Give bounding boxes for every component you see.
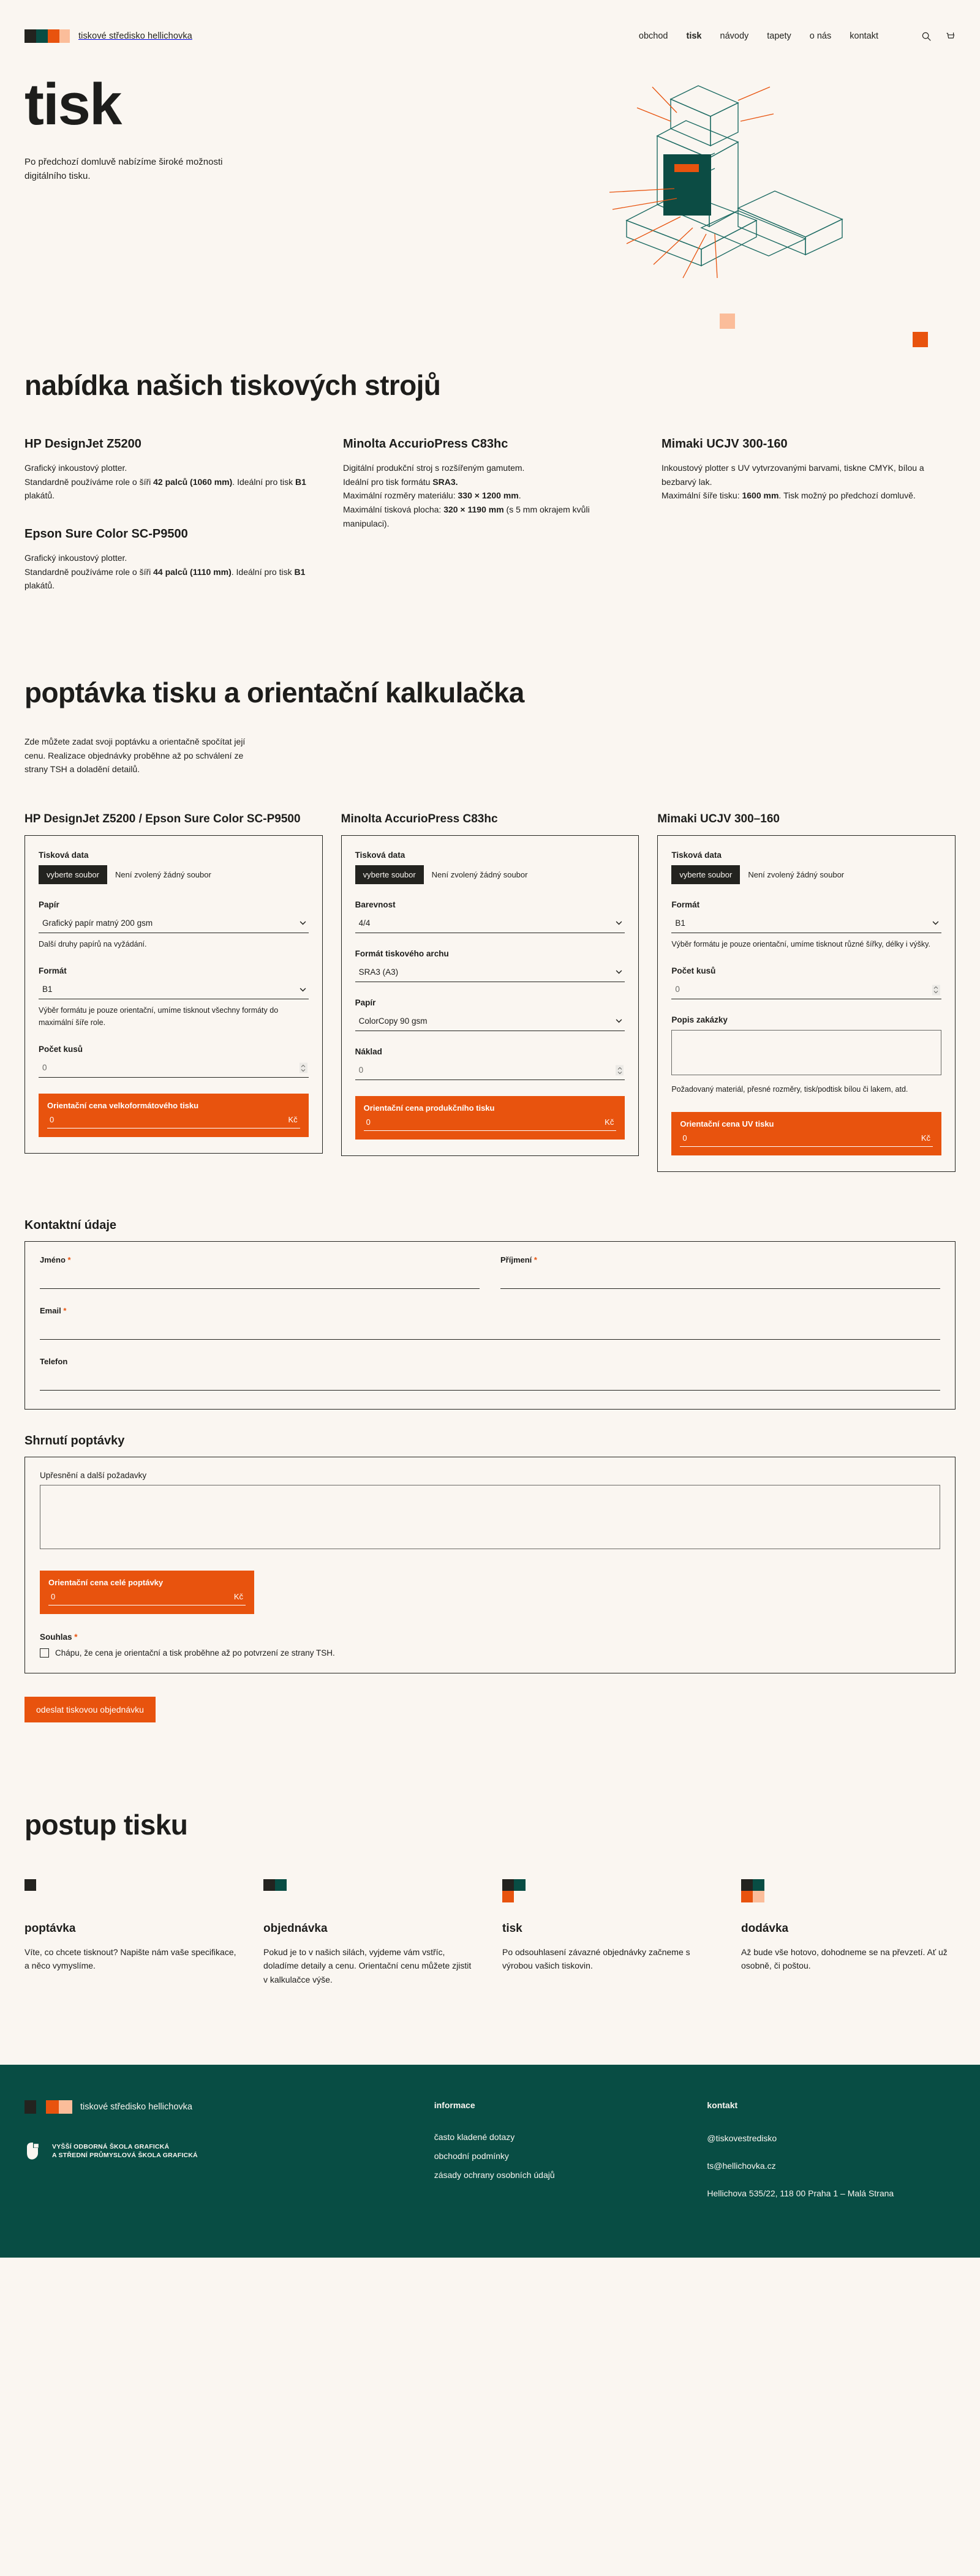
submit-order-button[interactable]: odeslat tiskovou objednávku — [24, 1697, 156, 1722]
calculator-card-title: Mimaki UCJV 300–160 — [657, 813, 780, 826]
step-tiles-icon — [741, 1879, 764, 1902]
machine-desc-bold2: B1 — [294, 566, 306, 577]
machine-desc-line4-bold: 320 × 1190 mm — [443, 505, 504, 515]
field-label: Papír — [355, 997, 376, 1007]
machine-name: Epson Sure Color SC-P9500 — [24, 527, 188, 541]
price-title: Orientační cena produkčního tisku — [363, 1103, 495, 1113]
format-select[interactable] — [671, 915, 941, 933]
quantity-value: 0 — [42, 1062, 47, 1072]
file-status-text: Není zvolený žádný soubor — [748, 869, 845, 879]
machines-column-middle — [343, 437, 637, 617]
required-marker: * — [533, 1255, 537, 1264]
machine-name: Minolta AccurioPress C83hc — [343, 437, 508, 451]
summary-title: Shrnutí poptávky — [24, 1433, 125, 1448]
field-label: Tisková data — [671, 850, 722, 860]
step-name: tisk — [502, 1922, 522, 1936]
list-item — [434, 2170, 683, 2180]
footer-address: Hellichova 535/22, 118 00 Praha 1 – Malá Strana — [707, 2188, 894, 2199]
site-footer — [0, 2065, 980, 2258]
choose-file-button[interactable]: vyberte soubor — [39, 865, 107, 884]
field-label: Tisková data — [39, 850, 89, 860]
machine-desc-line2-post: . Tisk možný po předchozí domluvě. — [778, 490, 916, 501]
school-line-1: VYŠŠÍ ODBORNÁ ŠKOLA GRAFICKÁ — [52, 2143, 170, 2151]
chevron-up-icon — [617, 1067, 622, 1070]
format-select[interactable] — [39, 981, 309, 999]
machine-desc-bold1: 44 palců (1110 mm) — [153, 566, 232, 577]
field-order-description — [671, 1015, 941, 1095]
brand-logo[interactable] — [24, 29, 192, 43]
machine-desc-post: plakátů. — [24, 490, 55, 501]
machine-name: Mimaki UCJV 300-160 — [662, 437, 788, 451]
field-last-name — [500, 1255, 940, 1289]
quantity-stepper[interactable] — [300, 1063, 307, 1073]
machine-desc-line1: Digitální produkční stroj s rozšířeným gamutem. — [343, 463, 525, 473]
machine-description — [24, 551, 318, 593]
process-section — [0, 1722, 980, 1986]
choose-file-button[interactable]: vyberte soubor — [671, 865, 740, 884]
field-label — [500, 1255, 940, 1264]
price-currency: Kč — [921, 1133, 930, 1143]
machines-title: nabídka našich tiskových strojů — [24, 369, 441, 401]
first-name-input[interactable] — [40, 1267, 480, 1289]
field-label — [40, 1255, 480, 1264]
order-description-textarea[interactable] — [671, 1030, 941, 1075]
school-name — [52, 2142, 198, 2160]
paper-selected-value: ColorCopy 90 gsm — [358, 1016, 428, 1026]
header-icons — [921, 31, 956, 42]
brand-mark-icon — [24, 2100, 72, 2114]
nav-item-obchod[interactable]: obchod — [638, 31, 668, 41]
calculator-section — [0, 617, 980, 1172]
chevron-up-icon — [301, 1064, 306, 1067]
chevron-down-icon — [932, 921, 939, 925]
chevron-down-icon — [616, 1019, 622, 1023]
contact-title: Kontaktní údaje — [24, 1218, 117, 1232]
footer-email[interactable]: ts@hellichovka.cz — [707, 2161, 776, 2171]
contact-panel — [24, 1241, 956, 1410]
machine-card — [662, 437, 956, 503]
footer-info-title: informace — [434, 2100, 475, 2111]
last-name-input[interactable] — [500, 1267, 940, 1289]
field-paper — [39, 900, 309, 950]
chevron-up-icon — [933, 986, 938, 989]
field-email — [40, 1306, 940, 1340]
chevron-down-icon — [616, 921, 622, 925]
field-label: Náklad — [355, 1046, 382, 1056]
price-box-largeformat — [39, 1094, 309, 1137]
machine-desc-line4-pre: Maximální tisková plocha: — [343, 505, 444, 515]
hero-subtitle: Po předchozí domluvě nabízíme široké možnosti digitálního tisku. — [24, 157, 223, 181]
footer-brand-name: tiskové středisko hellichovka — [80, 2102, 192, 2112]
machine-desc-line2-bold: SRA3. — [432, 476, 458, 487]
required-marker: * — [74, 1632, 78, 1642]
format-hint: Výběr formátu je pouze orientační, umíme tisknout všechny formáty do maximální šíře role. — [39, 1006, 279, 1027]
chevron-down-icon — [300, 921, 306, 925]
list-item — [434, 2132, 683, 2142]
price-box-total — [40, 1571, 254, 1614]
email-field[interactable] — [40, 1318, 940, 1340]
consent-label — [40, 1632, 940, 1642]
field-quantity — [671, 966, 941, 999]
machine-desc-post: plakátů. — [24, 580, 55, 591]
field-run — [355, 1047, 625, 1080]
order-description-hint: Požadovaný materiál, přesné rozměry, tisk/podtisk bílou či lakem, atd. — [671, 1085, 908, 1094]
nav-item-tisk[interactable]: tisk — [686, 31, 702, 41]
brand-mark-icon — [24, 29, 70, 43]
field-label: Telefon — [40, 1356, 68, 1366]
format-selected-value: B1 — [675, 918, 685, 928]
step-text: Víte, co chcete tisknout? Napište nám vaše specifikace, a něco vymyslíme. — [24, 1947, 236, 1971]
machine-desc-line3-post: . — [518, 490, 521, 501]
machines-column-left — [24, 437, 318, 617]
machine-desc-line1: Inkoustový plotter s UV vytvrzovanými barvami, tiskne CMYK, bílou a bezbarvý lak. — [662, 463, 924, 487]
machine-desc-pre: Standardně používáme role o šíři — [24, 476, 154, 487]
field-label-text: Příjmení — [500, 1255, 532, 1264]
decor-square-peach — [720, 314, 735, 329]
calculator-title: poptávka tisku a orientační kalkulačka — [24, 677, 524, 709]
quantity-input[interactable] — [671, 981, 941, 999]
field-paper — [355, 998, 625, 1031]
price-title: Orientační cena celé poptávky — [48, 1577, 164, 1587]
process-step — [263, 1879, 478, 1986]
machine-desc-line2-pre: Ideální pro tisk formátu — [343, 476, 433, 487]
field-format — [671, 900, 941, 950]
machine-description — [343, 461, 637, 530]
paper-select[interactable] — [39, 915, 309, 933]
notes-label: Upřesnění a další požadavky — [40, 1470, 147, 1480]
calculator-card-uv — [657, 812, 956, 1172]
footer-link-faq[interactable]: často kladené dotazy — [434, 2132, 515, 2142]
field-label: Počet kusů — [39, 1044, 83, 1054]
field-label: Popis zakázky — [671, 1015, 728, 1025]
process-step — [741, 1879, 956, 1986]
price-value: 0 — [50, 1114, 55, 1124]
field-colorfulness — [355, 900, 625, 933]
field-first-name — [40, 1255, 480, 1289]
footer-instagram[interactable]: @tiskovestredisko — [707, 2133, 777, 2144]
nav-item-kontakt[interactable]: kontakt — [850, 31, 878, 41]
footer-contact-title: kontakt — [707, 2100, 738, 2111]
footer-brand[interactable] — [24, 2100, 410, 2114]
calculator-card-largeformat — [24, 812, 323, 1154]
machine-desc-mid: . Ideální pro tisk — [232, 476, 296, 487]
machine-card — [24, 527, 318, 593]
process-title: postup tisku — [24, 1809, 188, 1841]
required-marker: * — [67, 1255, 71, 1264]
footer-info-links — [434, 2132, 683, 2180]
cart-icon[interactable] — [945, 31, 956, 42]
field-print-data — [671, 851, 941, 884]
step-text: Až bude vše hotovo, dohodneme se na převzetí. Ať už osobně, či poštou. — [741, 1947, 948, 1971]
step-text: Po odsouhlasení závazné objednávky začneme s výrobou vašich tiskovin. — [502, 1947, 690, 1971]
field-label-text: Jméno — [40, 1255, 66, 1264]
consent-text: Chápu, že cena je orientační a tisk proběhne až po potvrzení ze strany TSH. — [55, 1648, 335, 1658]
consent-label-text: Souhlas — [40, 1632, 72, 1642]
field-label: Barevnost — [355, 899, 396, 909]
machine-card — [343, 437, 637, 530]
run-input[interactable] — [355, 1062, 625, 1080]
consent-checkbox[interactable] — [40, 1648, 49, 1658]
chevron-down-icon — [300, 987, 306, 991]
machine-description — [662, 461, 956, 503]
quantity-stepper[interactable] — [932, 985, 940, 995]
field-label: Formát — [39, 966, 67, 976]
machine-desc-bold2: B1 — [295, 476, 306, 487]
machine-desc-line2-bold: 1600 mm — [742, 490, 779, 501]
school-line-2: A STŘEDNÍ PRŮMYSLOVÁ ŠKOLA GRAFICKÁ — [52, 2152, 198, 2160]
site-header — [0, 0, 980, 44]
quantity-input[interactable] — [39, 1059, 309, 1078]
colorfulness-select[interactable] — [355, 915, 625, 933]
file-status-text: Není zvolený žádný soubor — [431, 869, 528, 879]
contact-section — [0, 1172, 980, 1410]
footer-contact-column — [707, 2100, 956, 2215]
field-sheet-format — [355, 949, 625, 982]
process-step — [502, 1879, 717, 1986]
brand-name: tiskové středisko hellichovka — [78, 31, 192, 41]
machine-desc-mid: . Ideální pro tisk — [231, 566, 295, 577]
price-title: Orientační cena UV tisku — [680, 1119, 774, 1128]
step-name: poptávka — [24, 1922, 76, 1936]
footer-brand-column — [24, 2100, 410, 2215]
field-label — [40, 1306, 940, 1315]
run-value: 0 — [358, 1065, 364, 1075]
school-logo-icon — [24, 2141, 45, 2161]
field-label: Papír — [39, 899, 59, 909]
field-print-data — [39, 851, 309, 884]
machine-description — [24, 461, 318, 503]
price-currency: Kč — [605, 1117, 614, 1127]
calculator-card-title: HP DesignJet Z5200 / Epson Sure Color SC-P9500 — [24, 813, 301, 826]
step-text: Pokud je to v našich silách, vyjdeme vám vstříc, doladíme detaily a cenu. Orientační cenu můžete zjistit v kalkulačce výše. — [263, 1947, 472, 1985]
price-currency: Kč — [233, 1591, 243, 1601]
price-value: 0 — [51, 1591, 56, 1601]
process-step — [24, 1879, 239, 1986]
field-label: Formát — [671, 899, 700, 909]
format-selected-value: B1 — [42, 985, 53, 994]
decor-square-orange — [913, 332, 928, 347]
machine-desc-line1: Grafický inkoustový plotter. — [24, 553, 127, 563]
phone-field[interactable] — [40, 1369, 940, 1391]
price-value: 0 — [682, 1133, 687, 1143]
field-label-text: Email — [40, 1305, 61, 1315]
calculator-card-production — [341, 812, 639, 1156]
footer-info-column — [434, 2100, 683, 2215]
price-box-uv — [671, 1112, 941, 1155]
machine-desc-line2-pre: Maximální šíře tisku: — [662, 490, 742, 501]
machine-desc-line4-post: (s 5 mm okrajem kvůli manipulaci). — [343, 505, 590, 528]
step-tiles-icon — [502, 1879, 526, 1902]
hero-section — [0, 44, 980, 369]
price-title: Orientační cena velkoformátového tisku — [47, 1100, 199, 1110]
page-title: tisk — [24, 72, 121, 137]
sheet-format-select[interactable] — [355, 964, 625, 982]
machine-desc-line3-pre: Maximální rozměry materiálu: — [343, 490, 458, 501]
printer-illustration — [554, 62, 928, 320]
field-label: Formát tiskového archu — [355, 948, 449, 958]
calculator-card-title: Minolta AccurioPress C83hc — [341, 813, 498, 826]
step-tiles-icon — [263, 1879, 287, 1902]
paper-hint: Další druhy papírů na vyžádání. — [39, 939, 147, 948]
price-value: 0 — [366, 1117, 371, 1127]
chevron-down-icon — [617, 1071, 622, 1074]
machine-desc-line3-bold: 330 × 1200 mm — [458, 490, 519, 501]
paper-select[interactable] — [355, 1013, 625, 1031]
step-name: dodávka — [741, 1922, 789, 1936]
main-navigation — [639, 31, 878, 41]
chevron-down-icon — [933, 991, 938, 994]
machine-card — [24, 437, 318, 503]
machines-section — [0, 369, 980, 617]
field-format — [39, 966, 309, 1029]
footer-link-privacy[interactable]: zásady ochrany osobních údajů — [434, 2170, 555, 2180]
paper-selected-value: Grafický papír matný 200 gsm — [42, 918, 153, 928]
chevron-down-icon — [616, 970, 622, 974]
summary-section — [0, 1410, 980, 1723]
choose-file-button[interactable]: vyberte soubor — [355, 865, 424, 884]
quantity-value: 0 — [675, 985, 680, 994]
machine-name: HP DesignJet Z5200 — [24, 437, 141, 451]
footer-link-terms[interactable]: obchodní podmínky — [434, 2151, 509, 2161]
search-icon[interactable] — [921, 31, 932, 42]
colorfulness-selected-value: 4/4 — [358, 918, 371, 928]
price-currency: Kč — [288, 1114, 298, 1124]
required-marker: * — [63, 1305, 67, 1315]
school-logo-block — [24, 2141, 410, 2161]
field-print-data — [355, 851, 625, 884]
nav-item-navody[interactable]: návody — [720, 31, 749, 41]
machine-desc-bold1: 42 palců (1060 mm) — [153, 476, 233, 487]
nav-item-o-nas[interactable]: o nás — [809, 31, 832, 41]
machine-desc-pre: Standardně používáme role o šíři — [24, 566, 154, 577]
file-status-text: Není zvolený žádný soubor — [115, 869, 211, 879]
summary-panel — [24, 1457, 956, 1674]
field-phone — [40, 1357, 940, 1391]
calculator-intro: Zde můžete zadat svoji poptávku a orientačně spočítat její cenu. Realizace objednávky proběhne až po schválení ze strany TSH a doladění detailů. — [24, 737, 246, 775]
format-hint: Výběr formátu je pouze orientační, umíme tisknout různé šířky, délky i výšky. — [671, 939, 930, 948]
machines-column-right — [662, 437, 956, 617]
step-name: objednávka — [263, 1922, 328, 1936]
list-item — [434, 2151, 683, 2161]
chevron-down-icon — [301, 1068, 306, 1072]
field-label: Tisková data — [355, 850, 405, 860]
nav-item-tapety[interactable]: tapety — [767, 31, 791, 41]
field-quantity — [39, 1045, 309, 1078]
step-tiles-icon — [24, 1879, 48, 1902]
consent-row[interactable] — [40, 1648, 940, 1659]
machine-desc-line1: Grafický inkoustový plotter. — [24, 463, 127, 473]
sheet-format-selected-value: SRA3 (A3) — [358, 967, 399, 977]
run-stepper[interactable] — [616, 1065, 624, 1076]
price-box-production — [355, 1096, 625, 1140]
notes-textarea[interactable] — [40, 1485, 940, 1549]
field-label: Počet kusů — [671, 966, 716, 976]
